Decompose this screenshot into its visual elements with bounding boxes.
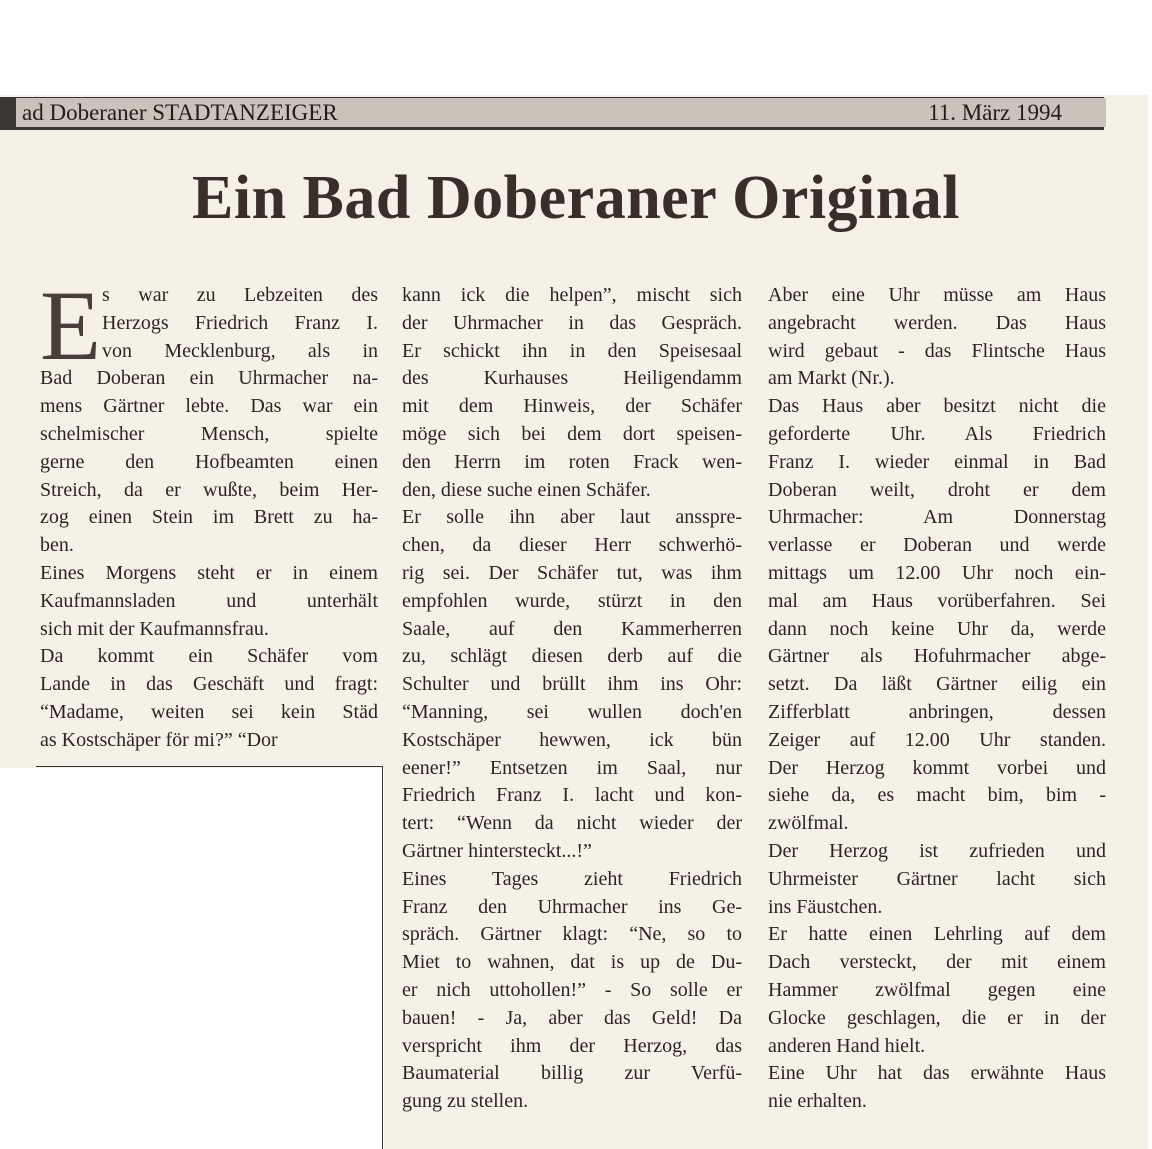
article-line: er nich uttohollen!” - So solle er — [402, 978, 742, 1001]
article-line: Hammer zwölfmal gegen eine — [768, 978, 1106, 1001]
article-line: zu, schlägt diesen derb auf die — [402, 645, 742, 668]
article-line: Eines Tages zieht Friedrich — [402, 867, 742, 890]
article-line: Glocke geschlagen, die er in der — [768, 1006, 1106, 1029]
scan-margin-top — [0, 0, 1152, 95]
article-line: Aber eine Uhr müsse am Haus — [768, 284, 1106, 306]
article-column-2 — [402, 282, 742, 1116]
article-line: ben. — [40, 534, 74, 557]
article-line: mal am Haus vorüberfahren. Sei — [768, 589, 1106, 612]
article-line: Eines Morgens steht er in einem — [40, 561, 378, 584]
article-line: Saale, auf den Kammerherren — [402, 617, 742, 640]
article-line: mittags um 12.00 Uhr noch ein- — [768, 561, 1106, 584]
article-line: Eine Uhr hat das erwähnte Haus — [768, 1062, 1106, 1085]
article-line: setzt. Da läßt Gärtner eilig ein — [768, 673, 1106, 696]
article-line: empfohlen wurde, stürzt in den — [402, 589, 742, 612]
article-line: chen, da dieser Herr schwerhö- — [402, 534, 742, 557]
article-line: kann ick die helpen”, mischt sich — [402, 284, 742, 306]
article-line: eener!” Entsetzen im Saal, nur — [402, 756, 742, 779]
article-line: bauen! - Ja, aber das Geld! Da — [402, 1006, 742, 1029]
article-line: Streich, da er wußte, beim Her- — [40, 478, 378, 501]
article-line: wird gebaut - das Flintsche Haus — [768, 339, 1106, 362]
article-line: siehe da, es macht bim, bim - — [768, 784, 1106, 807]
article-line: Baumaterial billig zur Verfü- — [402, 1062, 742, 1085]
article-line: rig sei. Der Schäfer tut, was ihm — [402, 561, 742, 584]
article-line: den Herrn im roten Frack wen- — [402, 450, 742, 473]
article-line: anderen Hand hielt. — [768, 1034, 926, 1057]
article-line: as Kostschäper för mi?” “Dor — [40, 728, 278, 751]
article-line: Doberan weilt, droht er dem — [768, 478, 1106, 501]
article-line: Zifferblatt anbringen, dessen — [768, 700, 1106, 723]
article-line: Der Herzog ist zufrieden und — [768, 839, 1106, 862]
article-line: angebracht werden. Das Haus — [768, 311, 1106, 334]
article-line: Dach versteckt, der mit einem — [768, 951, 1106, 974]
article-line: Uhrmeister Gärtner lacht sich — [768, 867, 1106, 890]
article-line: sich mit der Kaufmannsfrau. — [40, 617, 269, 640]
article-line: gung zu stellen. — [402, 1090, 529, 1113]
article-line: Franz den Uhrmacher ins Ge- — [402, 895, 742, 918]
article-line: den, diese suche einen Schäfer. — [402, 478, 651, 501]
article-line: Er hatte einen Lehrling auf dem — [768, 923, 1106, 946]
article-headline: Ein Bad Doberaner Original — [192, 164, 960, 232]
cutout-edge-right — [382, 766, 383, 1149]
article-line: verspricht ihm der Herzog, das — [402, 1034, 742, 1057]
article-line: Uhrmacher: Am Donnerstag — [768, 506, 1106, 529]
article-line: Lande in das Geschäft und fragt: — [40, 673, 378, 696]
masthead-bar — [0, 97, 1104, 130]
article-line: Miet to wahnen, dat is up de Du- — [402, 951, 742, 974]
article-line: s war zu Lebzeiten des — [102, 284, 378, 306]
article-line: Kaufmannsladen und unterhält — [40, 589, 378, 612]
article-line: schelmischer Mensch, spielte — [40, 422, 378, 445]
article-line: von Mecklenburg, als in — [102, 339, 378, 362]
article-line: Kostschäper hewwen, ick bün — [402, 728, 742, 751]
article-line: verlasse er Doberan und werde — [768, 534, 1106, 557]
clipping-cutout — [0, 768, 384, 1149]
article-line: Franz I. wieder einmal in Bad — [768, 450, 1106, 473]
article-line: ins Fäustchen. — [768, 895, 883, 918]
article-line: der Uhrmacher in das Gespräch. — [402, 311, 742, 334]
article-line: zog einen Stein im Brett zu ha- — [40, 506, 378, 529]
article-line: Der Herzog kommt vorbei und — [768, 756, 1106, 779]
article-line: Er schickt ihn in den Speisesaal — [402, 339, 742, 362]
article-line: “Madame, weiten sei kein Städ — [40, 700, 378, 723]
article-line: mit dem Hinweis, der Schäfer — [402, 395, 742, 418]
article-line: dann noch keine Uhr da, werde — [768, 617, 1106, 640]
article-line: Gärtner als Hofuhrmacher abge- — [768, 645, 1106, 668]
article-line: Bad Doberan ein Uhrmacher na- — [40, 367, 378, 390]
issue-date: 11. März 1994 — [928, 100, 1062, 125]
masthead-band — [16, 98, 1106, 127]
article-line: tert: “Wenn da nicht wieder der — [402, 812, 742, 835]
article-line: des Kurhauses Heiligendamm — [402, 367, 742, 390]
drop-cap-letter: E — [40, 270, 102, 381]
cutout-edge-top — [36, 766, 382, 767]
article-line: Gärtner hintersteckt...!” — [402, 839, 592, 862]
article-line: “Manning, sei wullen doch'en — [402, 700, 742, 723]
article-line: Friedrich Franz I. lacht und kon- — [402, 784, 742, 807]
article-column-3 — [768, 282, 1106, 1116]
article-line: geforderte Uhr. Als Friedrich — [768, 422, 1106, 445]
article-line: spräch. Gärtner klagt: “Ne, so to — [402, 923, 742, 946]
article-line: Er solle ihn aber laut ansspre- — [402, 506, 742, 529]
article-line: möge sich bei dem dort speisen- — [402, 422, 742, 445]
article-line: Schulter und brüllt ihm ins Ohr: — [402, 673, 742, 696]
article-line: Zeiger auf 12.00 Uhr standen. — [768, 728, 1106, 751]
article-line: Das Haus aber besitzt nicht die — [768, 395, 1106, 418]
article-column-1 — [40, 282, 378, 755]
article-line: Da kommt ein Schäfer vom — [40, 645, 378, 668]
publication-name: ad Doberaner STADTANZEIGER — [22, 100, 338, 125]
article-line: am Markt (Nr.). — [768, 367, 895, 390]
article-line: Herzogs Friedrich Franz I. — [102, 311, 378, 334]
article-line: mens Gärtner lebte. Das war ein — [40, 395, 378, 418]
article-line: zwölfmal. — [768, 812, 849, 835]
article-line: gerne den Hofbeamten einen — [40, 450, 378, 473]
article-line: nie erhalten. — [768, 1090, 867, 1113]
